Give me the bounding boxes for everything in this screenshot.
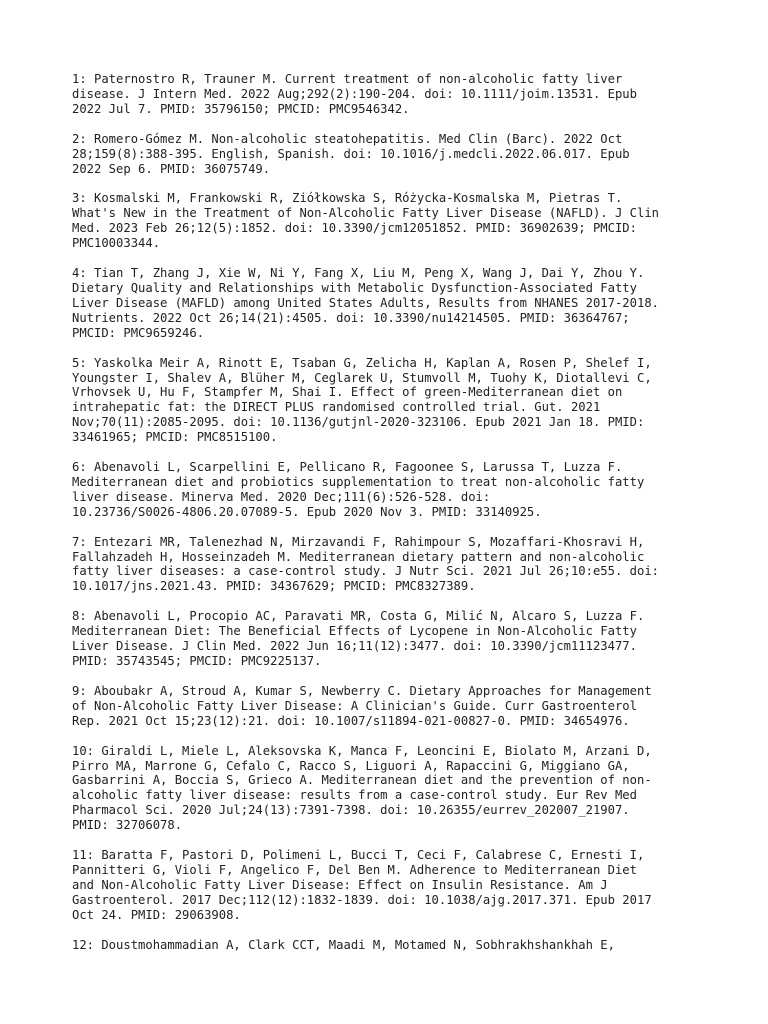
reference-line: Rep. 2021 Oct 15;23(12):21. doi: 10.1007/s11894-021-00827-0. PMID: 34654976. [72,713,630,728]
reference-line: What's New in the Treatment of Non-Alcoholic Fatty Liver Disease (NAFLD). J Clin [72,206,659,221]
reference-line: 4: Tian T, Zhang J, Xie W, Ni Y, Fang X, Liu M, Peng X, Wang J, Dai Y, Zhou Y. [72,266,645,281]
reference-entry [72,535,712,595]
reference-line: 2022 Jul 7. PMID: 35796150; PMCID: PMC9546342. [72,101,410,116]
reference-line: of Non-Alcoholic Fatty Liver Disease: A Clinician's Guide. Curr Gastroenterol [72,698,637,713]
reference-line: 11: Baratta F, Pastori D, Polimeni L, Bucci T, Ceci F, Calabrese C, Ernesti I, [72,848,645,863]
reference-entry [72,744,712,833]
reference-line: Mediterranean diet and probiotics supplementation to treat non-alcoholic fatty [72,474,645,489]
reference-entry [72,609,712,669]
reference-line: Liver Disease (MAFLD) among United States Adults, Results from NHANES 2017-2018. [72,295,659,310]
reference-line: 5: Yaskolka Meir A, Rinott E, Tsaban G, Zelicha H, Kaplan A, Rosen P, Shelef I, [72,355,652,370]
reference-entry [72,191,712,251]
reference-entry [72,938,712,953]
reference-line: PMC10003344. [72,236,161,251]
reference-line: Gastroenterol. 2017 Dec;112(12):1832-1839. doi: 10.1038/ajg.2017.371. Epub 2017 [72,892,652,907]
reference-entry [72,684,712,729]
reference-line: 2022 Sep 6. PMID: 36075749. [72,161,271,176]
reference-line: Nov;70(11):2085-2095. doi: 10.1136/gutjnl-2020-323106. Epub 2021 Jan 18. PMID: [72,415,645,430]
reference-line: Mediterranean Diet: The Beneficial Effects of Lycopene in Non-Alcoholic Fatty [72,624,637,639]
reference-line: Pannitteri G, Violi F, Angelico F, Del Ben M. Adherence to Mediterranean Diet [72,862,637,877]
reference-line: 1: Paternostro R, Trauner M. Current treatment of non-alcoholic fatty liver [72,72,623,86]
reference-entry [72,460,712,520]
reference-entry [72,266,712,341]
reference-line: PMCID: PMC9659246. [72,325,205,340]
reference-line: 2: Romero-Gómez M. Non-alcoholic steatohepatitis. Med Clin (Barc). 2022 Oct [72,131,623,146]
reference-line: 9: Aboubakr A, Stroud A, Kumar S, Newberry C. Dietary Approaches for Management [72,683,652,698]
reference-line: 28;159(8):388-395. English, Spanish. doi: 10.1016/j.medcli.2022.06.017. Epub [72,146,630,161]
reference-line: PMID: 35743545; PMCID: PMC9225137. [72,654,322,668]
reference-line: Liver Disease. J Clin Med. 2022 Jun 16;11(12):3477. doi: 10.3390/jcm11123477. [72,639,637,654]
reference-line: PMID: 32706078. [72,818,183,833]
reference-line: 12: Doustmohammadian A, Clark CCT, Maadi M, Motamed N, Sobhrakhshankhah E, [72,937,615,952]
reference-line: Youngster I, Shalev A, Blüher M, Ceglarek U, Stumvoll M, Tuohy K, Diotallevi C, [72,370,652,385]
reference-line: 10: Giraldi L, Miele L, Aleksovska K, Manca F, Leoncini E, Biolato M, Arzani D, [72,743,652,758]
reference-line: Nutrients. 2022 Oct 26;14(21):4505. doi: 10.3390/nu14214505. PMID: 36364767; [72,310,630,325]
reference-line: 3: Kosmalski M, Frankowski R, Ziółkowska S, Różycka-Kosmalska M, Pietras T. [72,191,623,206]
reference-line: intrahepatic fat: the DIRECT PLUS randomised controlled trial. Gut. 2021 [72,400,601,415]
reference-line: 10.1017/jns.2021.43. PMID: 34367629; PMCID: PMC8327389. [72,579,476,594]
reference-entry [72,848,712,923]
reference-line: 33461965; PMCID: PMC8515100. [72,430,278,445]
reference-line: Vrhovsek U, Hu F, Stampfer M, Shai I. Effect of green-Mediterranean diet on [72,385,623,400]
reference-entry [72,356,712,445]
reference-line: Pharmacol Sci. 2020 Jul;24(13):7391-7398. doi: 10.26355/eurrev_202007_21907. [72,803,630,818]
reference-line: Med. 2023 Feb 26;12(5):1852. doi: 10.3390/jcm12051852. PMID: 36902639; PMCID: [72,221,637,236]
reference-line: Gasbarrini A, Boccia S, Grieco A. Mediterranean diet and the prevention of non- [72,773,652,788]
reference-line: Dietary Quality and Relationships with Metabolic Dysfunction-Associated Fatty [72,280,637,295]
reference-line: 6: Abenavoli L, Scarpellini E, Pellicano R, Fagoonee S, Larussa T, Luzza F. [72,460,623,475]
reference-line: alcoholic fatty liver disease: results from a case-control study. Eur Rev Med [72,788,637,803]
reference-line: and Non-Alcoholic Fatty Liver Disease: Effect on Insulin Resistance. Am J [72,877,608,892]
reference-line: Fallahzadeh H, Hosseinzadeh M. Mediterranean dietary pattern and non-alcoholic [72,549,645,564]
reference-entry [72,72,712,117]
reference-line: fatty liver diseases: a case-control study. J Nutr Sci. 2021 Jul 26;10:e55. doi: [72,564,659,579]
reference-line: disease. J Intern Med. 2022 Aug;292(2):190-204. doi: 10.1111/joim.13531. Epub [72,86,637,101]
reference-line: 7: Entezari MR, Talenezhad N, Mirzavandi F, Rahimpour S, Mozaffari-Khosravi H, [72,534,645,549]
reference-line: Pirro MA, Marrone G, Cefalo C, Racco S, Liguori A, Rapaccini G, Miggiano GA, [72,758,630,773]
reference-line: Oct 24. PMID: 29063908. [72,907,241,922]
reference-entry [72,132,712,177]
reference-list [72,72,712,968]
reference-line: 8: Abenavoli L, Procopio AC, Paravati MR, Costa G, Milić N, Alcaro S, Luzza F. [72,609,645,624]
reference-line: liver disease. Minerva Med. 2020 Dec;111(6):526-528. doi: [72,489,491,504]
reference-line: 10.23736/S0026-4806.20.07089-5. Epub 2020 Nov 3. PMID: 33140925. [72,504,542,519]
